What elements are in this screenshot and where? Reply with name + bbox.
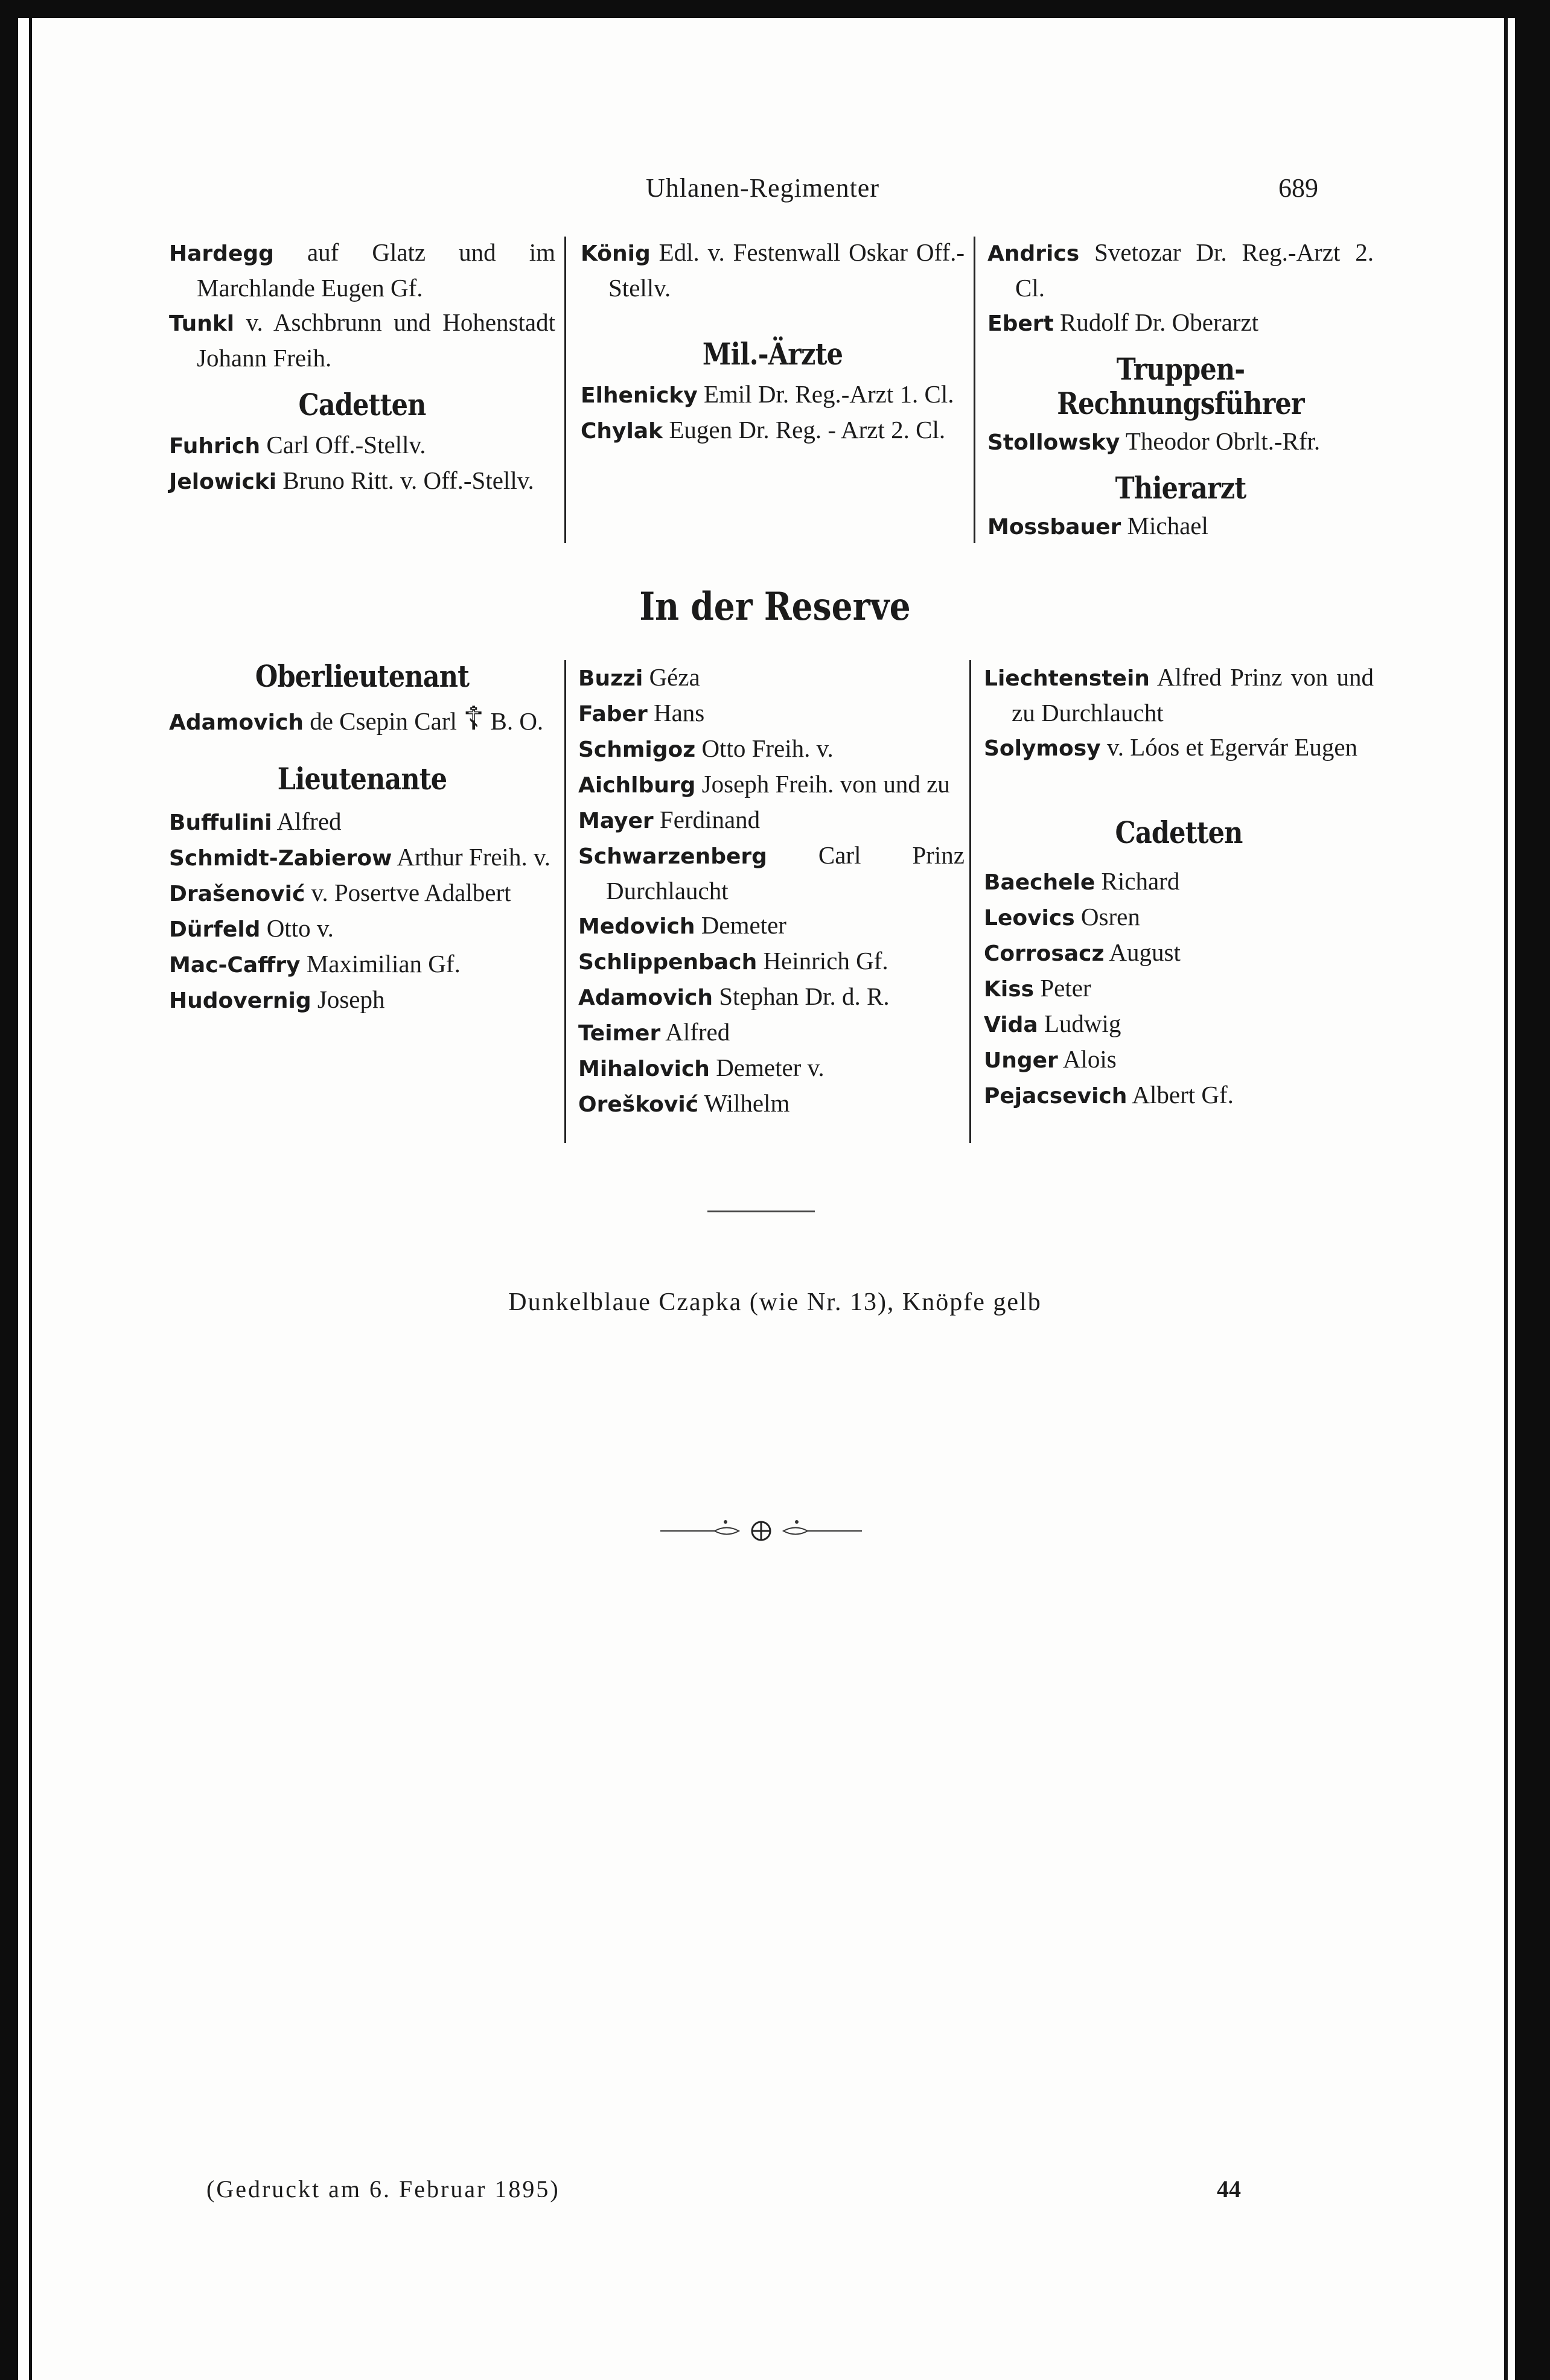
list-item: Leovics Osren	[984, 903, 1140, 931]
column-divider	[564, 237, 566, 543]
list-item: Adamovich Stephan Dr. d. R.	[578, 982, 890, 1010]
list-item: Mayer Ferdinand	[578, 806, 761, 833]
list-item: Elhenicky Emil Dr. Reg.-Arzt 1. Cl.	[581, 380, 954, 408]
list-item: Andrics Svetozar Dr. Reg.-Arzt 2. Cl.	[987, 238, 1374, 302]
list-item: Jelowicki Bruno Ritt. v. Off.-Stellv.	[169, 466, 534, 494]
list-item: Adamovich de Csepin Carl ☦ B. O.	[169, 699, 544, 737]
column-divider	[564, 660, 566, 1143]
page-header	[0, 173, 1550, 215]
column-divider	[974, 237, 975, 543]
list-item: Fuhrich Carl Off.-Stellv.	[169, 431, 426, 459]
list-item: Unger Alois	[984, 1045, 1117, 1073]
list-item: Hudovernig Joseph	[169, 985, 385, 1013]
ornament-icon	[660, 1516, 862, 1546]
list-item: Schlippenbach Heinrich Gf.	[578, 947, 888, 975]
list-item: Mossbauer Michael	[987, 512, 1208, 539]
list-item: Ebert Rudolf Dr. Oberarzt	[987, 308, 1259, 336]
scan-border-left	[0, 0, 18, 2380]
list-item: Medovich Demeter	[578, 911, 786, 939]
cadets-heading: Cadetten	[298, 387, 426, 422]
list-item: Mac-Caffry Maximilian Gf.	[169, 950, 461, 978]
list-item: Tunkl v. Aschbrunn und Hohenstadt Johann Freih.	[169, 308, 555, 372]
cross-icon: ☦	[463, 699, 485, 737]
reserve-title: In der Reserve	[639, 584, 911, 629]
top-column-2	[581, 235, 965, 448]
reserve-column-3	[984, 660, 1374, 1113]
list-item: Schmidt-Zabierow Arthur Freih. v.	[169, 843, 551, 871]
list-item: Kiss Peter	[984, 974, 1091, 1002]
list-item: Buffulini Alfred	[169, 807, 342, 835]
list-item: König Edl. v. Festenwall Oskar Off.-Stellv.	[581, 238, 965, 302]
lieutenants-heading: Lieutenante	[277, 761, 447, 797]
running-title: Uhlanen-Regimenter	[646, 173, 879, 203]
list-item: Stollowsky Theodor Obrlt.-Rfr.	[987, 427, 1321, 455]
list-item: Aichlburg Joseph Freih. von und zu	[578, 770, 950, 798]
list-item: Baechele Richard	[984, 867, 1180, 895]
scan-border-right-inner	[1504, 18, 1508, 2380]
divider-rule	[707, 1211, 815, 1212]
cadets-heading: Cadetten	[1115, 815, 1243, 850]
column-divider	[969, 660, 971, 1143]
list-item: Drašenović v. Posertve Adalbert	[169, 879, 511, 906]
list-item: Chylak Eugen Dr. Reg. - Arzt 2. Cl.	[581, 416, 946, 444]
scan-border-top	[0, 0, 1550, 18]
top-column-3	[987, 235, 1374, 544]
sheet-number: 44	[1217, 2175, 1241, 2203]
scan-border-left-inner	[29, 18, 32, 2380]
list-item: Pejacsevich Albert Gf.	[984, 1081, 1234, 1109]
list-item: Teimer Alfred	[578, 1018, 730, 1046]
print-note: (Gedruckt am 6. Februar 1895)	[206, 2175, 560, 2203]
list-item: Corrosacz August	[984, 938, 1181, 966]
list-item: Orešković Wilhelm	[578, 1089, 790, 1117]
reserve-column-1	[169, 659, 555, 1018]
list-item: Vida Ludwig	[984, 1010, 1121, 1037]
uniform-note: Dunkelblaue Czapka (wie Nr. 13), Knöpfe gelb	[508, 1288, 1042, 1316]
page-number: 689	[1278, 173, 1318, 203]
first-lieutenant-heading: Oberlieutenant	[255, 658, 470, 694]
list-item: Schwarzenberg Carl Prinz Durchlaucht	[578, 841, 965, 905]
list-item: Dürfeld Otto v.	[169, 914, 334, 942]
reserve-column-2	[578, 660, 965, 1122]
vet-heading: Thierarzt	[1115, 470, 1246, 506]
list-item: Hardegg auf Glatz und im Marchlande Eugen Gf.	[169, 238, 556, 302]
list-item: Schmigoz Otto Freih. v.	[578, 734, 834, 762]
list-item: Solymosy v. Lóos et Egervár Eugen	[984, 733, 1358, 761]
list-item: Faber Hans	[578, 699, 705, 727]
top-column-1	[169, 235, 555, 499]
list-item: Liechtenstein Alfred Prinz von und zu Durchlaucht	[984, 663, 1374, 727]
scan-border-right	[1515, 0, 1550, 2380]
doctors-heading: Mil.-Ärzte	[702, 336, 843, 372]
list-item: Buzzi Géza	[578, 663, 700, 691]
accountants-heading: Truppen-Rechnungsführer	[1057, 351, 1304, 421]
list-item: Mihalovich Demeter v.	[578, 1054, 824, 1081]
